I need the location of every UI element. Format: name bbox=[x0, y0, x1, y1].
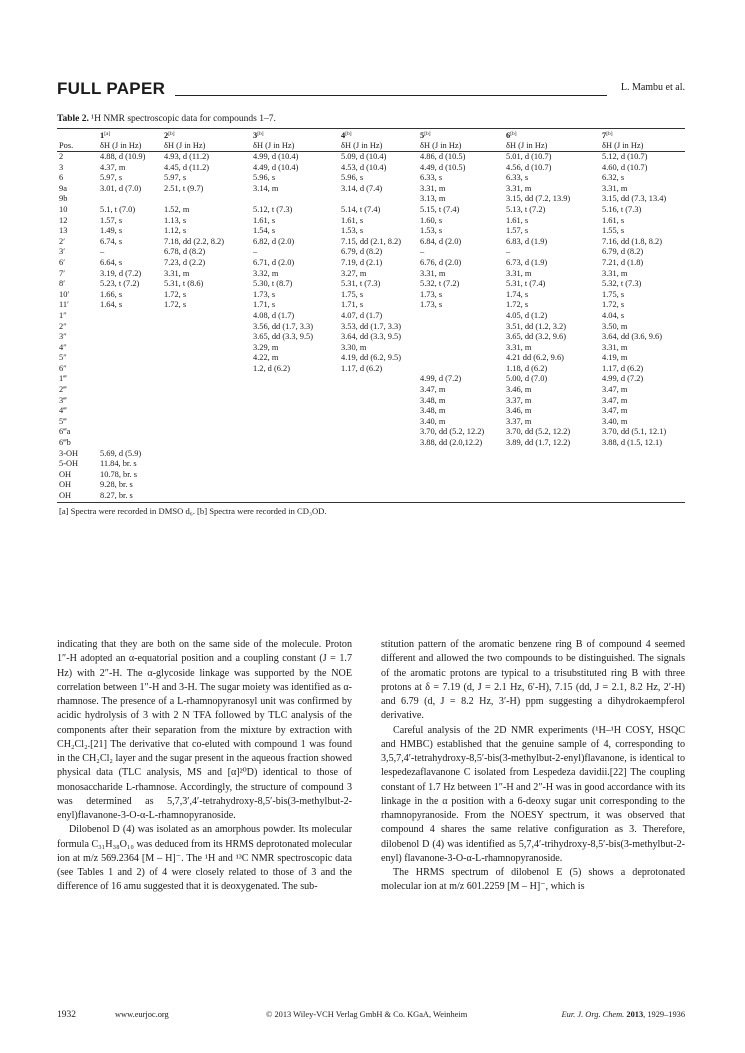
table-row bbox=[57, 470, 685, 481]
header-units: δH (J in Hz) bbox=[602, 141, 644, 150]
table-cell: 6.83, d (1.9) bbox=[506, 236, 548, 246]
table-cell: 1.61, s bbox=[341, 215, 364, 225]
table-cell: 1.75, s bbox=[602, 289, 625, 299]
table-row bbox=[57, 406, 685, 417]
page-number: 1932 bbox=[57, 1010, 76, 1020]
row-position: 4‴ bbox=[59, 406, 67, 416]
table-cell: 1.73, s bbox=[420, 300, 443, 310]
journal-year: 2013 bbox=[626, 1010, 644, 1019]
table-row bbox=[57, 279, 685, 290]
table-row bbox=[57, 247, 685, 258]
table-cell: 7.15, dd (2.1, 8.2) bbox=[341, 236, 402, 246]
table-row bbox=[57, 353, 685, 364]
table-cell: 4.05, d (1.2) bbox=[506, 310, 548, 320]
table-cell: 3.27, m bbox=[341, 268, 367, 278]
row-position: 6″ bbox=[59, 363, 67, 373]
table-cell: 1.66, s bbox=[100, 289, 123, 299]
table-row bbox=[57, 322, 685, 333]
table-cell: 4.86, d (10.5) bbox=[420, 152, 466, 161]
table-cell: 3.40, m bbox=[420, 416, 446, 426]
table-cell: 3.13, m bbox=[420, 194, 446, 204]
row-position: 3′ bbox=[59, 247, 66, 257]
header-units: δH (J in Hz) bbox=[253, 141, 295, 150]
row-position: 4″ bbox=[59, 342, 67, 352]
table-cell: 3.31, m bbox=[602, 183, 628, 193]
table-cell: 6.79, d (8.2) bbox=[341, 247, 383, 257]
table-cell: 5.00, d (7.0) bbox=[506, 374, 548, 384]
copyright: © 2013 Wiley-VCH Verlag GmbH & Co. KGaA, Weinheim bbox=[266, 1010, 468, 1019]
row-position: 10′ bbox=[59, 289, 70, 299]
table-cell: 4.07, d (1.7) bbox=[341, 310, 383, 320]
table-cell: 6.74, s bbox=[100, 236, 123, 246]
header-footnote-marker: [b] bbox=[606, 131, 613, 137]
row-position: 10 bbox=[59, 204, 68, 214]
table-cell: 4.93, d (11.2) bbox=[164, 152, 210, 161]
table-cell: 3.47, m bbox=[602, 406, 628, 416]
table-cell: 4.19, m bbox=[602, 353, 628, 363]
table-row bbox=[57, 173, 685, 184]
table-row bbox=[57, 449, 685, 460]
row-position: 7′ bbox=[59, 268, 66, 278]
row-position: 2 bbox=[59, 152, 64, 161]
table-cell: 1.71, s bbox=[341, 300, 364, 310]
table-body bbox=[57, 152, 685, 502]
table-cell: 5.69, d (5.9) bbox=[100, 448, 142, 458]
row-position: 3-OH bbox=[59, 448, 79, 458]
journal-citation bbox=[562, 1010, 685, 1019]
row-position: 3‴ bbox=[59, 395, 67, 405]
row-position: 6′ bbox=[59, 257, 66, 267]
table-cell: 3.70, dd (5.2, 12.2) bbox=[420, 427, 485, 437]
table-cell: 4.45, d (11.2) bbox=[164, 162, 210, 172]
table-row bbox=[57, 269, 685, 280]
table-cell: 4.04, s bbox=[602, 310, 625, 320]
table-cell: – bbox=[100, 247, 105, 257]
table-cell: 6.79, d (8.2) bbox=[602, 247, 644, 257]
table-cell: 3.29, m bbox=[253, 342, 279, 352]
table-cell: 3.48, m bbox=[420, 395, 446, 405]
table-cell: 3.56, dd (1.7, 3.3) bbox=[253, 321, 314, 331]
table-row bbox=[57, 311, 685, 322]
row-position: 5-OH bbox=[59, 459, 79, 469]
table-cell: 3.19, d (7.2) bbox=[100, 268, 142, 278]
table-caption-text: ¹H NMR spectroscopic data for compounds 1–7. bbox=[91, 114, 276, 124]
table-cell: 3.65, dd (3.3, 9.5) bbox=[253, 332, 314, 342]
table-cell: 5.31, t (7.3) bbox=[341, 279, 381, 289]
table-cell: 5.12, t (7.3) bbox=[253, 204, 293, 214]
row-position: 2″ bbox=[59, 321, 67, 331]
table-cell: 4.19, dd (6.2, 9.5) bbox=[341, 353, 402, 363]
body-paragraph: indicating that they are both on the same side of the molecule. Proton 1″-H adopted an α-equatorial position and a coupling constant (J = 1.7 Hz) with 2″-H. The α-glycoside linkage was supported by the NOE correlation between 1″-H and 3-H. The sugar moiety was identified as α-rhamnose. The presence of a L-rhamnopyranosyl unit was confirmed by acidic hydrolysis of 3 with 2 N TFA followed by TLC analysis of the components after their separation from the mixture by extraction with CH₂Cl₂.[21] The derivative that co-eluted with compound 1 was found in the CH₂Cl₂ layer and the sugar present in the aqueous fraction showed physical data (TLC analysis, MS and [α]²⁰D) identical to those of monosaccharide L-rhamnose. Accordingly, the structure of compound 3 was determined as 5,7,3′,4′-tetrahydroxy-8,5′-bis(3-methylbut-2-enyl)flavanone-3-O-α-L-rhamnopyranoside. bbox=[57, 639, 352, 821]
table-cell: – bbox=[253, 247, 258, 257]
header-units: δH (J in Hz) bbox=[506, 141, 548, 150]
row-position: 6‴b bbox=[59, 438, 71, 448]
table-row bbox=[57, 290, 685, 301]
table-row bbox=[57, 364, 685, 375]
table-cell: 3.31, m bbox=[506, 342, 532, 352]
table-cell: 3.53, dd (1.7, 3.3) bbox=[341, 321, 402, 331]
body-column-left bbox=[57, 638, 352, 895]
table-cell: 3.48, m bbox=[420, 406, 446, 416]
table-cell: – bbox=[420, 247, 425, 257]
body-paragraph: The HRMS spectrum of dilobenol E (5) shows a deprotonated molecular ion at m/z 601.2259 [M – H]⁻, which is bbox=[381, 867, 685, 893]
table-cell: 3.31, m bbox=[420, 183, 446, 193]
table-row bbox=[57, 438, 685, 449]
header-pos: Pos. bbox=[59, 141, 74, 150]
table-cell: 7.16, dd (1.8, 8.2) bbox=[602, 236, 663, 246]
table-cell: 4.22, m bbox=[253, 353, 279, 363]
row-position: 5‴ bbox=[59, 416, 67, 426]
table-row bbox=[57, 491, 685, 502]
table-cell: – bbox=[506, 247, 511, 257]
table-cell: 5.23, t (7.2) bbox=[100, 279, 140, 289]
table-row bbox=[57, 459, 685, 470]
table-cell: 5.97, s bbox=[100, 173, 123, 183]
table-cell: 1.49, s bbox=[100, 226, 123, 236]
table-cell: 4.99, d (7.2) bbox=[602, 374, 644, 384]
table-cell: 5.15, t (7.4) bbox=[420, 204, 460, 214]
header-rule bbox=[175, 95, 607, 96]
table-cell: 3.15, dd (7.2, 13.9) bbox=[506, 194, 571, 204]
row-position: 3″ bbox=[59, 332, 67, 342]
header-units: δH (J in Hz) bbox=[341, 141, 383, 150]
table-cell: 7.21, d (1.8) bbox=[602, 257, 644, 267]
table-cell: 6.32, s bbox=[602, 173, 625, 183]
table-cell: 6.82, d (2.0) bbox=[253, 236, 295, 246]
table-cell: 3.47, m bbox=[420, 385, 446, 395]
header-footnote-marker: [b] bbox=[510, 131, 517, 137]
table-cell: 9.28, br. s bbox=[100, 480, 133, 490]
table-cell: 1.13, s bbox=[164, 215, 187, 225]
header-footnote-marker: [b] bbox=[424, 131, 431, 137]
table-cell: 4.56, d (10.7) bbox=[506, 162, 552, 172]
header-compound-6: 6[b] bbox=[506, 131, 517, 140]
table-cell: 1.18, d (6.2) bbox=[506, 363, 548, 373]
header-units: δH (J in Hz) bbox=[164, 141, 206, 150]
table-cell: 5.01, d (10.7) bbox=[506, 152, 552, 161]
journal-pages: , 1929–1936 bbox=[643, 1010, 685, 1019]
table-row bbox=[57, 152, 685, 163]
table-cell: 8.27, br. s bbox=[100, 491, 133, 500]
section-title: FULL PAPER bbox=[57, 79, 166, 98]
table-row bbox=[57, 385, 685, 396]
table-cell: 3.88, d (1.5, 12.1) bbox=[602, 438, 663, 448]
header-units: δH (J in Hz) bbox=[100, 141, 142, 150]
table-cell: 1.61, s bbox=[253, 215, 276, 225]
row-position: OH bbox=[59, 469, 72, 479]
table-cell: 1.75, s bbox=[341, 289, 364, 299]
row-position: 1″ bbox=[59, 310, 67, 320]
table-cell: 1.57, s bbox=[506, 226, 529, 236]
table-cell: 3.01, d (7.0) bbox=[100, 183, 142, 193]
table-cell: 3.70, dd (5.1, 12.1) bbox=[602, 427, 667, 437]
row-position: 6 bbox=[59, 173, 64, 183]
table-cell: 4.08, d (1.7) bbox=[253, 310, 295, 320]
table-cell: 4.49, d (10.4) bbox=[253, 162, 299, 172]
table-cell: 4.53, d (10.4) bbox=[341, 162, 387, 172]
table-cell: 3.31, m bbox=[506, 268, 532, 278]
table-cell: 3.88, dd (2.0,12.2) bbox=[420, 438, 483, 448]
table-cell: 1.52, m bbox=[164, 204, 190, 214]
table-cell: 4.49, d (10.5) bbox=[420, 162, 466, 172]
table-caption bbox=[57, 114, 276, 124]
table-row bbox=[57, 216, 685, 227]
table-cell: 3.31, m bbox=[164, 268, 190, 278]
table-row bbox=[57, 194, 685, 205]
table-row bbox=[57, 226, 685, 237]
table-cell: 3.37, m bbox=[506, 416, 532, 426]
row-position: 12 bbox=[59, 215, 68, 225]
table-cell: 1.72, s bbox=[506, 300, 529, 310]
table-cell: 1.17, d (6.2) bbox=[602, 363, 644, 373]
table-cell: 3.31, m bbox=[602, 342, 628, 352]
table-cell: 3.64, dd (3.3, 9.5) bbox=[341, 332, 402, 342]
table-row bbox=[57, 343, 685, 354]
body-column-right bbox=[381, 638, 685, 895]
table-row bbox=[57, 300, 685, 311]
table-cell: 3.31, m bbox=[420, 268, 446, 278]
table-header-compounds bbox=[57, 129, 685, 140]
table-cell: 1.72, s bbox=[164, 289, 187, 299]
table-cell: 1.2, d (6.2) bbox=[253, 363, 290, 373]
table-cell: 1.61, s bbox=[506, 215, 529, 225]
table-cell: 3.64, dd (3.6, 9.6) bbox=[602, 332, 663, 342]
row-position: 2′ bbox=[59, 236, 66, 246]
table-row bbox=[57, 205, 685, 216]
table-cell: 1.73, s bbox=[253, 289, 276, 299]
header-compound-1: 1[a] bbox=[100, 131, 111, 140]
table-header-units bbox=[57, 140, 685, 151]
journal-name: Eur. J. Org. Chem. bbox=[561, 1010, 625, 1019]
table-cell: 5.97, s bbox=[164, 173, 187, 183]
body-paragraph: stitution pattern of the aromatic benzene ring B of compound 4 seemed different and allowed the two compounds to be distinguished. The signals of the aromatic protons are typical to a trisubstituted ring B with three protons at δ = 7.19 (d, J = 2.1 Hz, 6′-H), 7.15 (dd, J = 2.1, 8.2 Hz, 2′-H) and 6.79 (d, J = 8.2 Hz, 3′-H) ppm suggesting a dihydrokaempferol derivative. bbox=[381, 639, 685, 722]
header-footnote-marker: [b] bbox=[257, 131, 264, 137]
table-cell: 3.15, dd (7.3, 13.4) bbox=[602, 194, 667, 204]
table-cell: 1.71, s bbox=[253, 300, 276, 310]
table-cell: 1.60, s bbox=[420, 215, 443, 225]
table-cell: 10.78, br. s bbox=[100, 469, 137, 479]
row-position: 3 bbox=[59, 162, 64, 172]
table-cell: 1.54, s bbox=[253, 226, 276, 236]
table-cell: 4.99, d (10.4) bbox=[253, 152, 299, 161]
table-cell: 3.14, m bbox=[253, 183, 279, 193]
table-cell: 5.31, t (8.6) bbox=[164, 279, 204, 289]
table-cell: 6.73, d (1.9) bbox=[506, 257, 548, 267]
header-compound-7: 7[b] bbox=[602, 131, 613, 140]
row-position: OH bbox=[59, 480, 72, 490]
table-cell: 1.53, s bbox=[420, 226, 443, 236]
table-cell: 4.21 dd (6.2, 9.6) bbox=[506, 353, 564, 363]
row-position: 6‴a bbox=[59, 427, 71, 437]
table-cell: 1.61, s bbox=[602, 215, 625, 225]
header-compound-4: 4[b] bbox=[341, 131, 352, 140]
table-cell: 11.84, br. s bbox=[100, 459, 137, 469]
table-cell: 5.14, t (7.4) bbox=[341, 204, 381, 214]
table-cell: 3.65, dd (3.2, 9.6) bbox=[506, 332, 567, 342]
table-row bbox=[57, 163, 685, 174]
table-cell: 6.33, s bbox=[506, 173, 529, 183]
table-cell: 5.13, t (7.2) bbox=[506, 204, 546, 214]
body-paragraph: Dilobenol D (4) was isolated as an amorphous powder. Its molecular formula C₃₁H₃₈O₁₀ was deduced from its HRMS deprotonated molecular ion at m/z 569.2364 [M – H]⁻. The ¹H and ¹³C NMR spectroscopic data (see Tables 1 and 2) of 4 were closely related to those of 3 and the difference of 16 amu suggested that it is deoxygenated. The sub- bbox=[57, 824, 352, 893]
table-cell: 3.89, dd (1.7, 12.2) bbox=[506, 438, 571, 448]
table-cell: 7.19, d (2.1) bbox=[341, 257, 383, 267]
table-row bbox=[57, 258, 685, 269]
header-footnote-marker: [b] bbox=[345, 131, 352, 137]
table-row bbox=[57, 184, 685, 195]
row-position: 9a bbox=[59, 183, 67, 193]
table-cell: 6.33, s bbox=[420, 173, 443, 183]
table-row bbox=[57, 427, 685, 438]
table-cell: 1.12, s bbox=[164, 226, 187, 236]
table-cell: 6.71, d (2.0) bbox=[253, 257, 295, 267]
row-position: 5″ bbox=[59, 353, 67, 363]
table-cell: 2.51, t (9.7) bbox=[164, 183, 204, 193]
table-cell: 6.78, d (8.2) bbox=[164, 247, 206, 257]
header-compound-5: 5[b] bbox=[420, 131, 431, 140]
table-cell: 5.16, t (7.3) bbox=[602, 204, 642, 214]
table-row bbox=[57, 374, 685, 385]
row-position: 8′ bbox=[59, 279, 66, 289]
table-footnote: [a] Spectra were recorded in DMSO d₆. [b] Spectra were recorded in CD₃OD. bbox=[59, 505, 327, 516]
header-compound-2: 2[b] bbox=[164, 131, 175, 140]
table-cell: 5.30, t (8.7) bbox=[253, 279, 293, 289]
table-cell: 5.32, t (7.3) bbox=[602, 279, 642, 289]
table-cell: 1.55, s bbox=[602, 226, 625, 236]
page-header bbox=[57, 79, 685, 99]
row-position: 2‴ bbox=[59, 385, 67, 395]
nmr-data-table bbox=[57, 128, 685, 516]
table-cell: 1.17, d (6.2) bbox=[341, 363, 383, 373]
table-cell: 3.30, m bbox=[341, 342, 367, 352]
table-cell: 6.64, s bbox=[100, 257, 123, 267]
table-cell: 4.37, m bbox=[100, 162, 126, 172]
body-paragraph: Careful analysis of the 2D NMR experiments (¹H–¹H COSY, HSQC and HMBC) established that the genuine sample of 4, corresponding to 3,5,7,4′-tetrahydroxy-8,5′-bis(3-methylbut-2-enyl)flavanone, is identical to lespedezaflavanone C isolated from Lespedeza davidii.[22] The coupling constant of 1.7 Hz between 1″-H and 2″-H was in good accordance with its linkage in the α position with a 6-deoxy sugar unit corresponding to the rhamnopyranoside. From the NOESY spectrum, it was observed that compound 4 shares the same relative configuration as 3. Therefore, dilobenol D (4) was identified as 5,7,4′-trihydroxy-8,5′-bis(3-methylbut-2-enyl) flavanone-3-O-α-L-rhamnopyranoside. bbox=[381, 724, 685, 864]
table-cell: 5.32, t (7.2) bbox=[420, 279, 460, 289]
table-cell: 3.50, m bbox=[602, 321, 628, 331]
table-cell: 3.70, dd (5.2, 12.2) bbox=[506, 427, 571, 437]
table-cell: 3.46, m bbox=[506, 385, 532, 395]
table-cell: 3.47, m bbox=[602, 385, 628, 395]
row-position: OH bbox=[59, 491, 72, 500]
table-cell: 3.14, d (7.4) bbox=[341, 183, 383, 193]
table-cell: 1.73, s bbox=[420, 289, 443, 299]
table-cell: 1.64, s bbox=[100, 300, 123, 310]
table-cell: 3.40, m bbox=[602, 416, 628, 426]
table-cell: 1.72, s bbox=[602, 300, 625, 310]
journal-website: www.eurjoc.org bbox=[115, 1010, 169, 1019]
table-cell: 6.84, d (2.0) bbox=[420, 236, 462, 246]
table-cell: 3.31, m bbox=[506, 183, 532, 193]
table-label: Table 2. bbox=[57, 114, 89, 124]
table-cell: 5.96, s bbox=[341, 173, 364, 183]
table-row bbox=[57, 396, 685, 407]
table-cell: 1.72, s bbox=[164, 300, 187, 310]
table-row bbox=[57, 417, 685, 428]
table-cell: 3.47, m bbox=[602, 395, 628, 405]
table-cell: 6.76, d (2.0) bbox=[420, 257, 462, 267]
table-cell: 4.88, d (10.9) bbox=[100, 152, 146, 161]
header-units: δH (J in Hz) bbox=[420, 141, 462, 150]
table-cell: 7.23, d (2.2) bbox=[164, 257, 206, 267]
table-cell: 4.60, d (10.7) bbox=[602, 162, 648, 172]
table-cell: 3.31, m bbox=[602, 268, 628, 278]
header-footnote-marker: [a] bbox=[104, 131, 111, 137]
table-row bbox=[57, 332, 685, 343]
table-cell: 1.57, s bbox=[100, 215, 123, 225]
table-cell: 1.74, s bbox=[506, 289, 529, 299]
row-position: 11′ bbox=[59, 300, 69, 310]
running-author: L. Mambu et al. bbox=[620, 82, 685, 93]
table-cell: 3.37, m bbox=[506, 395, 532, 405]
row-position: 1‴ bbox=[59, 374, 67, 384]
table-cell: 5.09, d (10.4) bbox=[341, 152, 387, 161]
table-cell: 5.96, s bbox=[253, 173, 276, 183]
table-cell: 3.46, m bbox=[506, 406, 532, 416]
table-cell: 3.51, dd (1.2, 3.2) bbox=[506, 321, 567, 331]
table-cell: 5.31, t (7.4) bbox=[506, 279, 546, 289]
table-cell: 7.18, dd (2.2, 8.2) bbox=[164, 236, 225, 246]
table-cell: 3.32, m bbox=[253, 268, 279, 278]
table-row bbox=[57, 480, 685, 491]
table-cell: 5.12, d (10.7) bbox=[602, 152, 648, 161]
page-footer bbox=[57, 1010, 685, 1024]
table-cell: 1.53, s bbox=[341, 226, 364, 236]
table-row bbox=[57, 237, 685, 248]
row-position: 13 bbox=[59, 226, 68, 236]
header-compound-3: 3[b] bbox=[253, 131, 264, 140]
table-cell: 5.1, t (7.0) bbox=[100, 204, 136, 214]
table-cell: 4.99, d (7.2) bbox=[420, 374, 462, 384]
row-position: 9b bbox=[59, 194, 68, 204]
header-footnote-marker: [b] bbox=[168, 131, 175, 137]
